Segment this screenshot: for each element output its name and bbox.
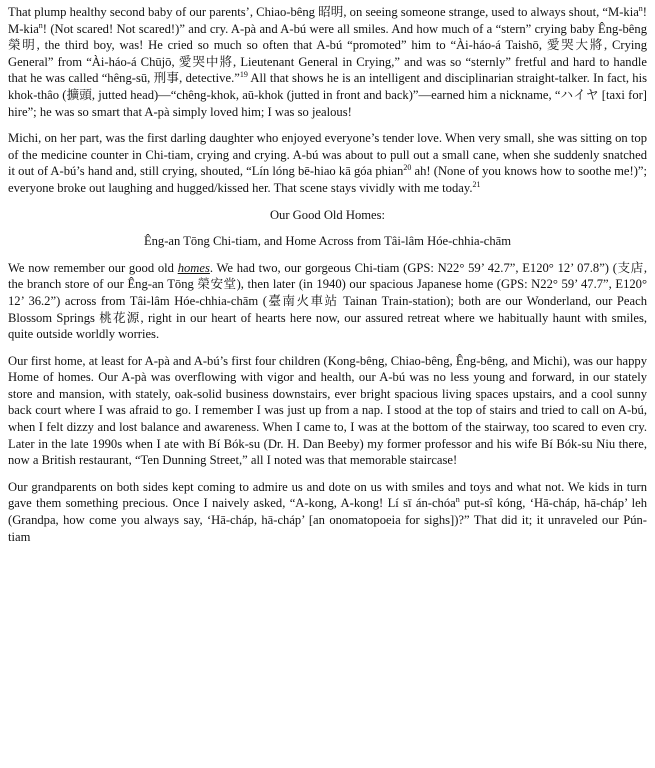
text-run: All that shows he is an intelligent and disciplinarian straight-talker. In fact, his khok-thâo (擴頭, jutted head)—“chêng-khok, aū-khok (jutted in front and back)”—earned him a nickname, “ハイヤ [taxi for] hire”; he was so smart that A-pà simply loved him; I was so jealous! <box>8 71 647 119</box>
text-run: Our grandparents on both sides kept coming to admire us and dote on us with smiles and toys and what not. We kids in turn gave them something precious. Once I naively asked, “A-kong, A-kong! Lí sī án-chóa <box>8 479 647 511</box>
text-run: put-sî kóng, ‘Hā-cháp, hā-cháp’ leh (Grandpa, how come you always say, ‘Hā-cháp, hā-cháp’ [an onomatopoeia for sighs])?” That did it; it unraveled our Pún-tiam <box>8 496 647 544</box>
superscript: n <box>638 3 643 13</box>
paragraph-grandparents <box>8 479 647 545</box>
paragraph-babies <box>8 4 647 120</box>
superscript: 21 <box>472 179 481 189</box>
section-heading: Our Good Old Homes: <box>269 207 386 222</box>
paragraph-first-home <box>8 353 647 469</box>
paragraph-michi <box>8 130 647 196</box>
text-run: ! (Not scared! Not scared!)” and cry. A-pà and A-bú were all smiles. And how much of a “stern” crying baby Êng-bêng 榮明, the third boy, was! He cried so much so often that A-bú “promoted” him to “Ài-háo-á Taishō, 愛哭大將, Crying General” from “Ài-háo-á Chūjō, 愛哭中將, Lieutenant General in Crying,” and was so “sternly” fretful and hard to handle that he was called “hêng-sū, 刑事, detective.” <box>8 21 647 86</box>
text-run: ! M-kia <box>8 5 647 36</box>
text-run: . We had two, our gorgeous Chi-tiam (GPS: N22° 59’ 42.7”, E120° 12’ 07.8”) (支店, the branch store of our Êng-an Tōng 榮安堂), then later (in 1940) our spacious Japanese home (GPS: N22° 59’ 47.7”, E120° 12’ 36.2”) across from Tâi-lâm Hóe-chhia-chām (臺南火車站 Tainan Train-station); both are our Wonderland, our Peach Blossom Springs 桃花源, right in our heart of hearts here now, our assured retreat where we habitually haunt with smiles, quite outside worldly worries. <box>8 260 647 342</box>
paragraph-good-old-homes <box>8 260 647 343</box>
text-run: ah! (None of you knows how to soothe me!)”; everyone broke out laughing and hugged/kissed her. That scene stays vividly with me today. <box>8 164 647 195</box>
superscript: n <box>38 20 43 30</box>
subsection-heading: Êng-an Tōng Chi-tiam, and Home Across from Tâi-lâm Hóe-chhia-chām <box>143 234 512 249</box>
text-run: Michi, on her part, was the first darling daughter who enjoyed everyone’s tender love. When very small, she was sitting on top of the medicine counter in Chi-tiam, crying and crying. A-bú was about to pull out a small cane, when she suddenly snatched it out of A-bú’s hand and, still crying, shouted, “Lín lóng bē-hiao kā góa phian <box>8 131 647 179</box>
superscript: 19 <box>239 70 248 80</box>
text-run: That plump healthy second baby of our parents’, Chiao-bêng 昭明, on seeing someone strange, used to always shout, “M-kia <box>8 5 639 19</box>
emphasized-text: homes <box>177 260 210 275</box>
superscript: 20 <box>403 163 412 173</box>
text-run: We now remember our good old <box>8 260 178 275</box>
superscript: n <box>455 495 460 505</box>
text-run: Our first home, at least for A-pà and A-bú’s first four children (Kong-bêng, Chiao-bêng, Êng-bêng, and Michi), was our happy Home of homes. Our A-pà was overflowing with vigor and health, our A-bú was no less young and forward, in our stately store and mansion, with stately, oak-solid business downstairs, ever bright spacious living spaces upstairs, and a cool sunny back court where I was afraid to go. I remember I was just up from a nap. I stood at the top of stairs and tried to call on A-bú, when I felt dizzy and lost balance and awareness. When I came to, I was at the bottom of the stairway, too scared to even cry. Later in the late 1990s when I ate with Bí Bók-su (Dr. H. Dan Beeby) my former professor and his wife Bí Bók-su Niu there, now a British restaurant, “Ten Dunning Street,” all I noted was that memorable staircase! <box>8 353 647 468</box>
